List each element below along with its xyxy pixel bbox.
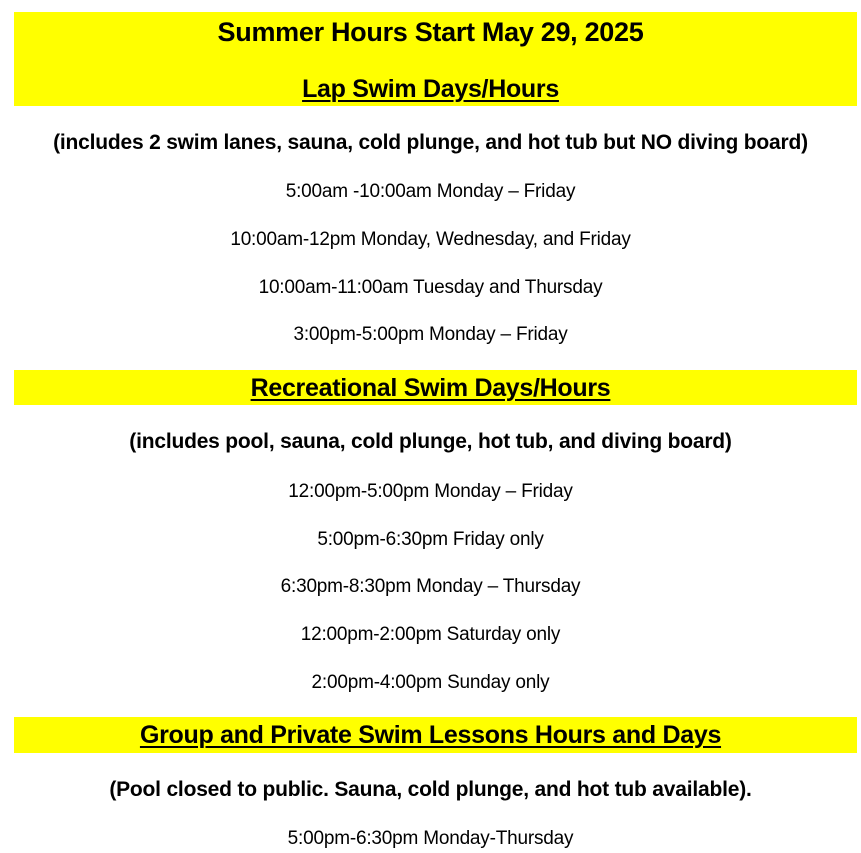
recreational-swim-note: (includes pool, sauna, cold plunge, hot tub, and diving board) (129, 430, 732, 453)
recreational-swim-hours-5: 2:00pm-4:00pm Sunday only (311, 672, 550, 693)
recreational-swim-hours-1: 12:00pm-5:00pm Monday – Friday (288, 481, 573, 502)
lap-swim-hours-4: 3:00pm-5:00pm Monday – Friday (293, 324, 568, 345)
recreational-swim-heading: Recreational Swim Days/Hours (250, 374, 611, 402)
lap-swim-note: (includes 2 swim lanes, sauna, cold plunge, and hot tub but NO diving board) (53, 131, 808, 154)
lessons-hours-1: 5:00pm-6:30pm Monday-Thursday (287, 828, 574, 849)
lessons-heading: Group and Private Swim Lessons Hours and Days (139, 721, 722, 749)
lap-swim-hours-1: 5:00am -10:00am Monday – Friday (285, 181, 576, 202)
recreational-swim-hours-4: 12:00pm-2:00pm Saturday only (300, 624, 561, 645)
lap-swim-heading: Lap Swim Days/Hours (302, 75, 559, 103)
recreational-swim-hours-3: 6:30pm-8:30pm Monday – Thursday (280, 576, 581, 597)
recreational-swim-hours-2: 5:00pm-6:30pm Friday only (317, 529, 544, 550)
lap-swim-hours-2: 10:00am-12pm Monday, Wednesday, and Friday (230, 229, 631, 250)
page-title: Summer Hours Start May 29, 2025 (217, 17, 644, 47)
lessons-note: (Pool closed to public. Sauna, cold plunge, and hot tub available). (109, 778, 752, 801)
lap-swim-hours-3: 10:00am-11:00am Tuesday and Thursday (258, 277, 603, 298)
